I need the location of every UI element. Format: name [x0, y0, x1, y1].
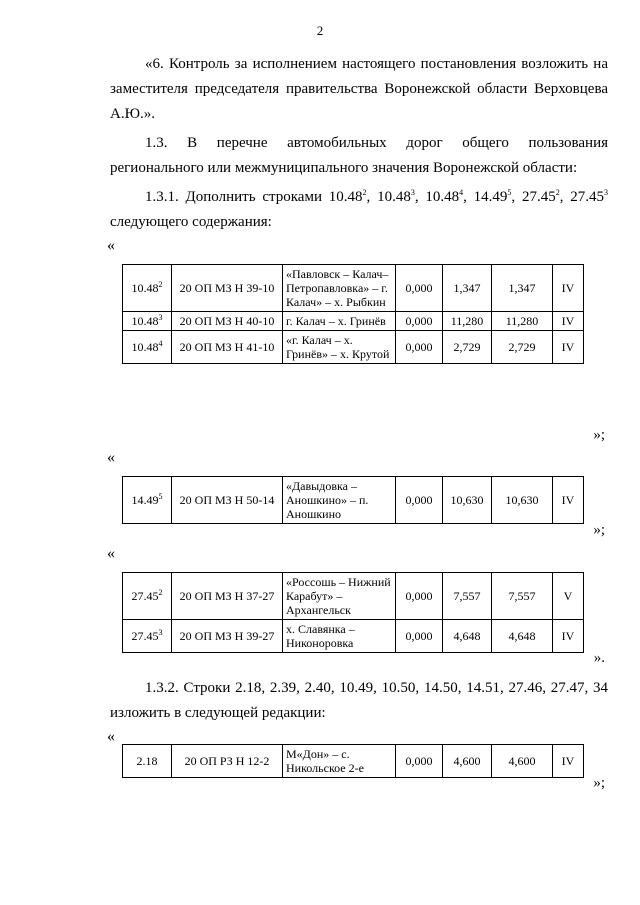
quote-close-1: »;: [593, 427, 605, 443]
road-category: IV: [553, 620, 584, 653]
road-category: IV: [553, 745, 584, 778]
length-km: 2,729: [492, 331, 553, 364]
length-km: 11,280: [492, 312, 553, 331]
road-name: «Россошь – Нижний Карабут» – Архангельск: [283, 573, 396, 620]
end-km: 7,557: [443, 573, 492, 620]
quote-open-4: «: [107, 728, 115, 745]
paragraph-1-3: 1.3. В перечне автомобильных дорог общего пользования регионального или межмуниципального значения Воронежской области:: [110, 135, 608, 176]
start-km: 0,000: [396, 265, 443, 312]
road-category: IV: [553, 265, 584, 312]
length-km: 4,600: [492, 745, 553, 778]
table-row: [123, 265, 584, 312]
quote-open-2: «: [107, 449, 115, 466]
p3-tail: следующего содержания:: [110, 214, 272, 230]
length-km: 10,630: [492, 477, 553, 524]
roads-table-2: [122, 476, 584, 524]
road-code: 20 ОП МЗ Н 37-27: [172, 573, 283, 620]
quote-open-3: «: [107, 545, 115, 562]
start-km: 0,000: [396, 477, 443, 524]
length-km: 7,557: [492, 573, 553, 620]
table-row: [123, 331, 584, 364]
table-row: [123, 745, 584, 778]
road-name: «г. Калач – х. Гринёв» – х. Крутой: [283, 331, 396, 364]
end-km: 4,600: [443, 745, 492, 778]
road-code: 20 ОП МЗ Н 40-10: [172, 312, 283, 331]
quote-close-2: »;: [593, 522, 605, 538]
table-row: [123, 477, 584, 524]
p3-refs: [329, 189, 608, 205]
quote-close-4: »;: [593, 775, 605, 791]
road-name: г. Калач – х. Гринёв: [283, 312, 396, 331]
page-number: 2: [316, 23, 324, 38]
end-km: 4,648: [443, 620, 492, 653]
row-ref: 14.49$^5$,: [473, 188, 516, 205]
road-code: 20 ОП МЗ Н 39-27: [172, 620, 283, 653]
start-km: 0,000: [396, 331, 443, 364]
road-name: М«Дон» – с. Никольское 2-е: [283, 745, 396, 778]
row-number: 27.45$^3$: [123, 620, 172, 653]
start-km: 0,000: [396, 312, 443, 331]
row-number: 10.48$^3$: [123, 312, 172, 331]
length-km: 4,648: [492, 620, 553, 653]
road-code: 20 ОП МЗ Н 50-14: [172, 477, 283, 524]
paragraph-1-3-2: 1.3.2. Строки 2.18, 2.39, 2.40, 10.49, 10.50, 14.50, 14.51, 27.46, 27.47, 34 изложить в следующей редакции:: [110, 680, 608, 721]
end-km: 1,347: [443, 265, 492, 312]
table-row: [123, 620, 584, 653]
road-code: 20 ОП МЗ Н 41-10: [172, 331, 283, 364]
quote-close-3: ».: [593, 650, 605, 666]
table-row: [123, 573, 584, 620]
quote-open-1: «: [107, 237, 115, 254]
row-number: 10.48$^4$: [123, 331, 172, 364]
table-row: [123, 312, 584, 331]
roads-table-3: [122, 572, 584, 653]
row-ref: 10.48$^2$,: [328, 188, 371, 205]
paragraph-1-3-1: [110, 185, 608, 235]
p3-main: 1.3.1. Дополнить строками: [145, 189, 322, 205]
end-km: 11,280: [443, 312, 492, 331]
row-number: 10.48$^2$: [123, 265, 172, 312]
row-ref: 27.45$^2$,: [521, 188, 564, 205]
end-km: 2,729: [443, 331, 492, 364]
row-number: 2.18: [123, 745, 172, 778]
paragraph-6-control: «6. Контроль за исполнением настоящего постановления возложить на заместителя председателя правительства Воронежской области Верховцева А.Ю.».: [110, 56, 608, 122]
start-km: 0,000: [396, 620, 443, 653]
road-code: 20 ОП МЗ Н 39-10: [172, 265, 283, 312]
row-number: 27.45$^2$: [123, 573, 172, 620]
roads-table-1: [122, 264, 584, 364]
end-km: 10,630: [443, 477, 492, 524]
road-category: V: [553, 573, 584, 620]
start-km: 0,000: [396, 573, 443, 620]
road-code: 20 ОП РЗ Н 12-2: [172, 745, 283, 778]
road-category: IV: [553, 312, 584, 331]
start-km: 0,000: [396, 745, 443, 778]
road-category: IV: [553, 331, 584, 364]
road-category: IV: [553, 477, 584, 524]
length-km: 1,347: [492, 265, 553, 312]
road-name: «Павловск – Калач– Петропавловка» – г. Калач» – х. Рыбкин: [283, 265, 396, 312]
row-ref: 10.48$^4$,: [425, 188, 467, 205]
row-ref: 27.45$^3$: [570, 188, 609, 205]
row-number: 14.49$^5$: [123, 477, 172, 524]
roads-table-4: [122, 744, 584, 778]
road-name: х. Славянка – Никоноровка: [283, 620, 396, 653]
row-ref: 10.48$^3$,: [377, 188, 419, 205]
road-name: «Давыдовка – Аношкино» – п. Аношкино: [283, 477, 396, 524]
